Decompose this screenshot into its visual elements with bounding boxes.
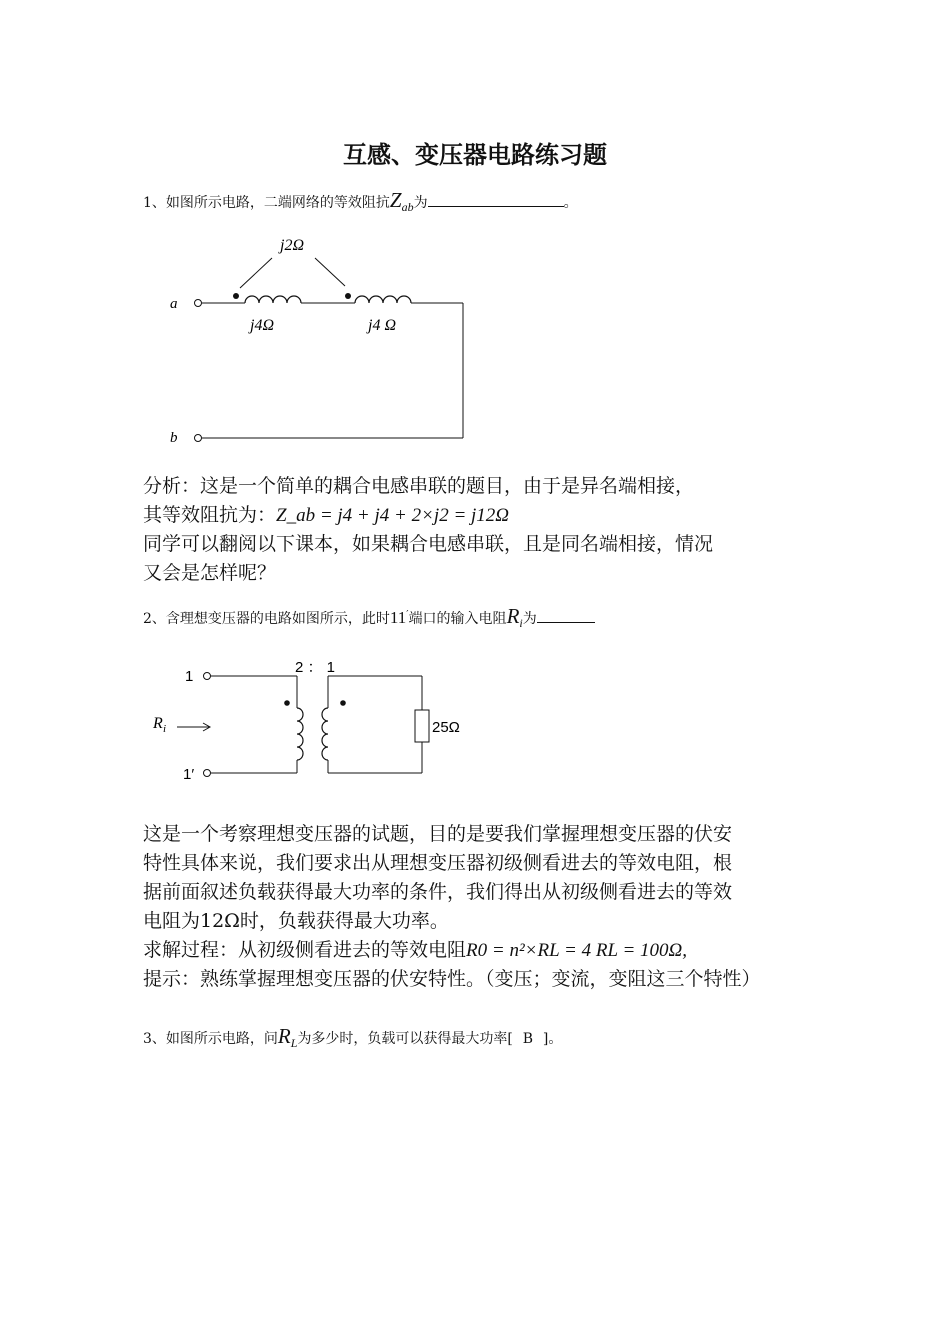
question-1-var-sub: ab [401, 199, 414, 214]
coupled-inductor-circuit [160, 230, 480, 450]
analysis-2-line: 电阻为12Ω时，负载获得最大功率。 [143, 910, 449, 932]
answer-blank [428, 192, 564, 207]
analysis-2-line [143, 936, 761, 965]
question-3-answer: B [522, 1031, 534, 1047]
question-1-var: Z [389, 188, 402, 212]
analysis-1-line: 分析：这是一个简单的耦合电感串联的题目，由于是异名端相接， [143, 475, 695, 497]
question-3-end: ]。 [542, 1031, 563, 1047]
answer-blank [537, 608, 595, 623]
page-title: 互感、变压器电路练习题 [343, 140, 607, 169]
analysis-1-text: 其等效阻抗为： [143, 504, 277, 526]
inductor-2 [355, 296, 411, 303]
secondary-coil [322, 708, 328, 760]
analysis-2-text: 求解过程：从初级侧看进去的等效电阻 [143, 939, 467, 961]
load-label: 25Ω [432, 719, 460, 736]
analysis-1-line: 同学可以翻阅以下课本，如果耦合电感串联，且是同名端相接，情况 [143, 533, 714, 555]
formula-r0: R0 = n²×RL = 4 RL = 100Ω, [466, 940, 688, 961]
dot-marker-1 [233, 293, 239, 299]
question-1-text-after: 为 [413, 195, 428, 211]
question-2-text-after: 为 [522, 611, 537, 627]
ri-label: R [153, 715, 163, 732]
terminal-b [195, 435, 202, 442]
question-3-text-after: 为多少时，负载可以获得最大功率[ [297, 1031, 513, 1047]
inductor-2-label: j4 Ω [368, 317, 397, 334]
ri-sub-label: i [163, 723, 167, 735]
terminal-1-prime [204, 770, 211, 777]
question-2 [143, 604, 595, 631]
terminal-1 [204, 673, 211, 680]
turns-ratio-label: 2 ： 1 [295, 659, 336, 676]
question-2-text-mid: 端口的输入电阻 [408, 611, 507, 627]
question-1 [143, 188, 578, 215]
question-3-var: R [277, 1024, 291, 1048]
inductor-1 [245, 296, 301, 303]
analysis-2-line: 这是一个考察理想变压器的试题，目的是要我们掌握理想变压器的伏安 [143, 823, 733, 845]
question-1-text: 1、如图所示电路，二端网络的等效阻抗 [143, 195, 390, 211]
analysis-1-line: 又会是怎样呢？ [143, 562, 277, 584]
question-1-end: 。 [563, 195, 578, 211]
dot-marker-2 [345, 293, 351, 299]
primary-coil [297, 708, 303, 760]
primary-dot [284, 700, 290, 706]
question-2-port-prime: ′ [406, 609, 409, 621]
mutual-inductance-label: j2Ω [280, 237, 305, 254]
analysis-2-line: 特性具体来说，我们要求出从理想变压器初级侧看进去的等效电阻，根 [143, 852, 733, 874]
load-resistor [415, 710, 429, 742]
analysis-2 [143, 820, 761, 994]
terminal-a [195, 300, 202, 307]
mutual-line-left [240, 258, 272, 288]
analysis-1 [143, 472, 713, 588]
question-3-var-sub: L [290, 1035, 298, 1050]
inductor-1-label: j4Ω [250, 317, 275, 334]
analysis-2-line: 据前面叙述负载获得最大功率的条件，我们得出从初级侧看进去的等效 [143, 881, 733, 903]
analysis-1-line [143, 501, 713, 530]
question-2-text: 2、含理想变压器的电路如图所示，此时 [143, 611, 390, 627]
question-3 [143, 1024, 562, 1051]
formula-zab: Z_ab = j4 + j4 + 2×j2 = j12Ω [276, 505, 510, 526]
mutual-line-right [315, 258, 345, 286]
node-a-label: a [170, 296, 178, 312]
ideal-transformer-circuit [145, 652, 485, 792]
terminal-1-prime-label: 1′ [183, 766, 195, 783]
analysis-2-line: 提示：熟练掌握理想变压器的伏安特性。（变压；变流，变阻这三个特性） [143, 968, 761, 990]
node-b-label: b [170, 430, 178, 446]
question-2-var-sub: i [519, 615, 523, 630]
terminal-1-label: 1 [185, 668, 194, 685]
question-2-var: R [506, 604, 520, 628]
question-2-port: 11 [389, 608, 407, 627]
question-3-text: 3、如图所示电路，问 [143, 1031, 278, 1047]
secondary-dot [340, 700, 346, 706]
